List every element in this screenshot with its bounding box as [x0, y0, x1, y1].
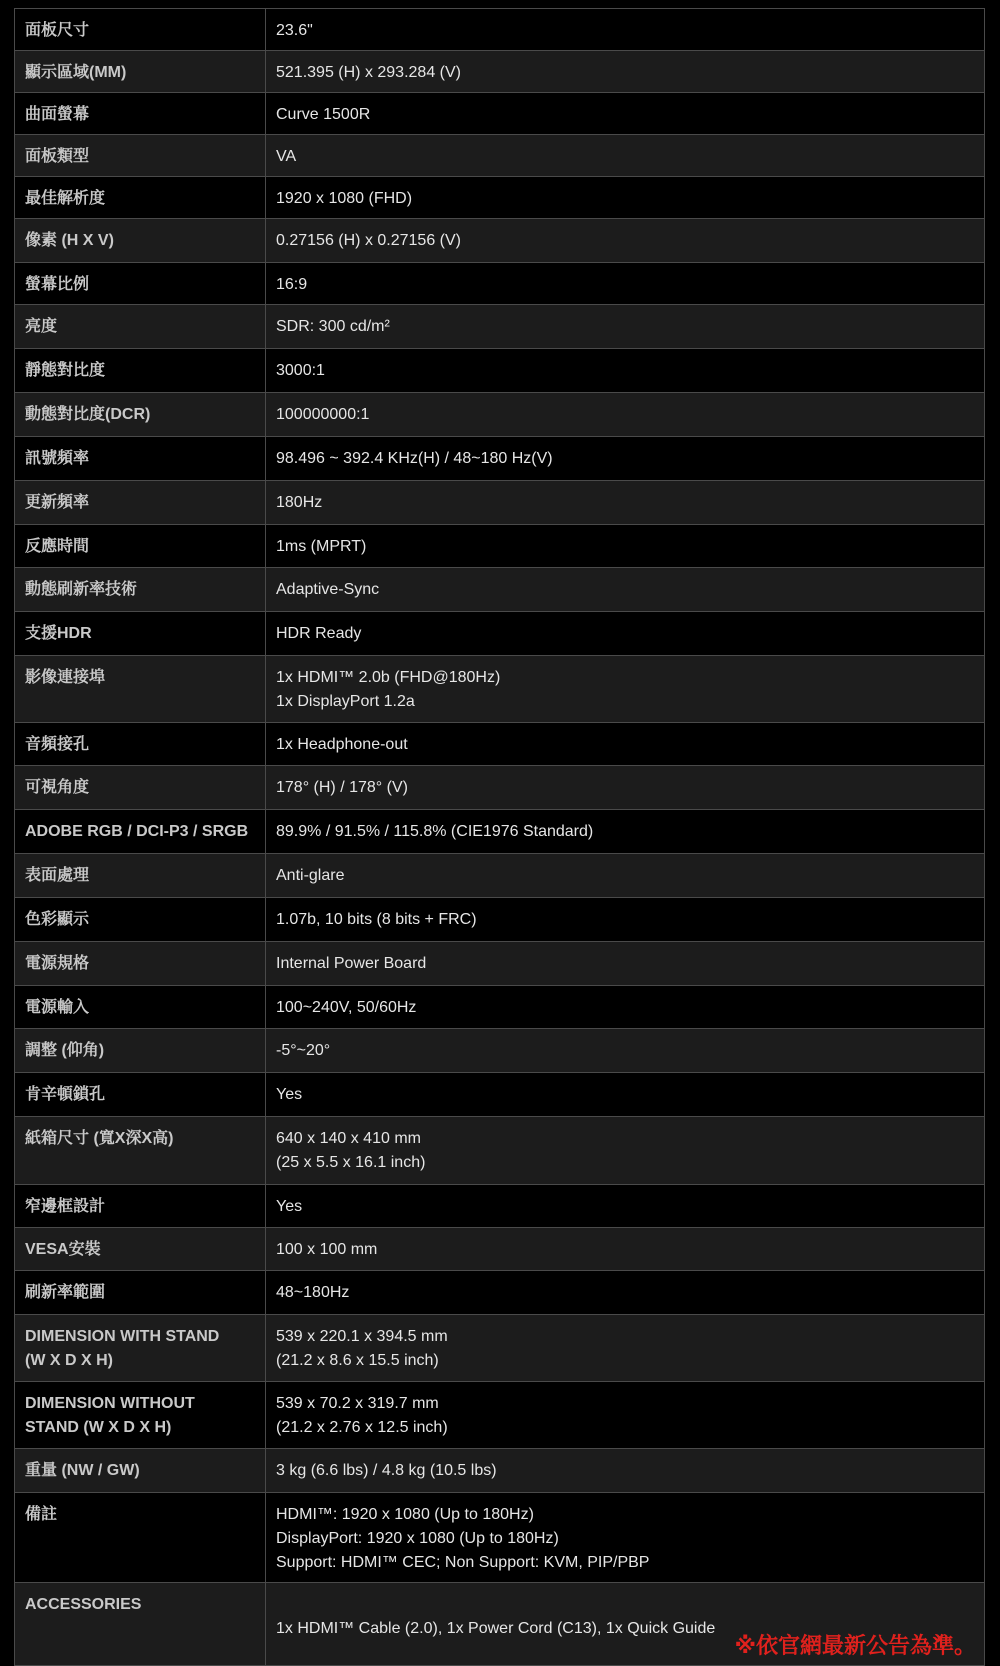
spec-row-kensington [15, 1073, 985, 1117]
spec-label: 色彩顯示 [15, 898, 266, 942]
spec-row-surface [15, 854, 985, 898]
spec-label: 電源規格 [15, 942, 266, 986]
spec-value: 89.9% / 91.5% / 115.8% (CIE1976 Standard) [266, 810, 985, 854]
spec-row-power-input [15, 986, 985, 1029]
spec-row-refresh-rate [15, 481, 985, 525]
spec-value: 1x HDMI™ 2.0b (FHD@180Hz) 1x DisplayPort 1.2a [266, 656, 985, 723]
spec-label: 窄邊框設計 [15, 1185, 266, 1228]
spec-row-curve [15, 93, 985, 135]
spec-label: 反應時間 [15, 525, 266, 568]
spec-row-colors [15, 898, 985, 942]
spec-row-remarks [15, 1493, 985, 1583]
spec-row-panel-size [15, 9, 985, 51]
spec-value: -5°~20° [266, 1029, 985, 1073]
spec-value: Curve 1500R [266, 93, 985, 135]
spec-row-tilt [15, 1029, 985, 1073]
spec-value: SDR: 300 cd/m² [266, 305, 985, 349]
spec-label: 螢幕比例 [15, 263, 266, 305]
spec-row-resolution [15, 177, 985, 219]
spec-value: Yes [266, 1185, 985, 1228]
spec-label: 靜態對比度 [15, 349, 266, 393]
spec-value: 100~240V, 50/60Hz [266, 986, 985, 1029]
spec-value: 1ms (MPRT) [266, 525, 985, 568]
spec-value: 48~180Hz [266, 1271, 985, 1315]
spec-value: 0.27156 (H) x 0.27156 (V) [266, 219, 985, 263]
spec-row-hdr [15, 612, 985, 656]
spec-label: 面板類型 [15, 135, 266, 177]
spec-value: 539 x 220.1 x 394.5 mm (21.2 x 8.6 x 15.5 inch) [266, 1315, 985, 1382]
spec-row-vesa [15, 1228, 985, 1271]
spec-row-aspect-ratio [15, 263, 985, 305]
spec-label: 亮度 [15, 305, 266, 349]
spec-value: 98.496 ~ 392.4 KHz(H) / 48~180 Hz(V) [266, 437, 985, 481]
spec-label: 更新頻率 [15, 481, 266, 525]
spec-label: 最佳解析度 [15, 177, 266, 219]
spec-label: VESA安裝 [15, 1228, 266, 1271]
spec-row-carton-size [15, 1117, 985, 1185]
spec-label: 刷新率範圍 [15, 1271, 266, 1315]
spec-value: Anti-glare [266, 854, 985, 898]
spec-label: 紙箱尺寸 (寬X深X高) [15, 1117, 266, 1185]
spec-row-dimension-without-stand [15, 1382, 985, 1449]
spec-row-adaptive-sync [15, 568, 985, 612]
spec-table-body [15, 9, 985, 1666]
spec-row-brightness [15, 305, 985, 349]
spec-label: 支援HDR [15, 612, 266, 656]
spec-row-viewing-angle [15, 766, 985, 810]
spec-value: 3000:1 [266, 349, 985, 393]
spec-value: VA [266, 135, 985, 177]
spec-row-response-time [15, 525, 985, 568]
spec-value: 640 x 140 x 410 mm (25 x 5.5 x 16.1 inch) [266, 1117, 985, 1185]
spec-label: 表面處理 [15, 854, 266, 898]
spec-label: DIMENSION WITHOUT STAND (W X D X H) [15, 1382, 266, 1449]
spec-row-signal-frequency [15, 437, 985, 481]
spec-label: 顯示區域(MM) [15, 51, 266, 93]
spec-value: 100000000:1 [266, 393, 985, 437]
spec-value: Yes [266, 1073, 985, 1117]
spec-value: 16:9 [266, 263, 985, 305]
spec-label: ADOBE RGB / DCI-P3 / SRGB [15, 810, 266, 854]
spec-value: 521.395 (H) x 293.284 (V) [266, 51, 985, 93]
spec-label: 可視角度 [15, 766, 266, 810]
spec-label: 重量 (NW / GW) [15, 1449, 266, 1493]
spec-value: 1x HDMI™ Cable (2.0), 1x Power Cord (C13), 1x Quick Guide [276, 1620, 716, 1637]
spec-row-narrow-bezel [15, 1185, 985, 1228]
spec-label: 曲面螢幕 [15, 93, 266, 135]
spec-label: 訊號頻率 [15, 437, 266, 481]
spec-label: 備註 [15, 1493, 266, 1583]
spec-row-refresh-range [15, 1271, 985, 1315]
spec-label: 動態對比度(DCR) [15, 393, 266, 437]
spec-value: 539 x 70.2 x 319.7 mm (21.2 x 2.76 x 12.5 inch) [266, 1382, 985, 1449]
spec-value-cell [266, 1583, 985, 1666]
spec-row-weight [15, 1449, 985, 1493]
spec-value: 1920 x 1080 (FHD) [266, 177, 985, 219]
spec-label: 面板尺寸 [15, 9, 266, 51]
spec-value: 100 x 100 mm [266, 1228, 985, 1271]
spec-label: DIMENSION WITH STAND (W X D X H) [15, 1315, 266, 1382]
spec-row-color-gamut [15, 810, 985, 854]
spec-label: 像素 (H X V) [15, 219, 266, 263]
spec-value: 180Hz [266, 481, 985, 525]
spec-row-power-type [15, 942, 985, 986]
spec-row-static-contrast [15, 349, 985, 393]
spec-value: 1x Headphone-out [266, 723, 985, 766]
spec-label: ACCESSORIES [15, 1583, 266, 1666]
spec-label: 調整 (仰角) [15, 1029, 266, 1073]
spec-value: 3 kg (6.6 lbs) / 4.8 kg (10.5 lbs) [266, 1449, 985, 1493]
spec-value: HDMI™: 1920 x 1080 (Up to 180Hz) DisplayPort: 1920 x 1080 (Up to 180Hz) Support: HDMI™ CEC; Non Support: KVM, PIP/PBP [266, 1493, 985, 1583]
spec-label: 影像連接埠 [15, 656, 266, 723]
spec-label: 肯辛頓鎖孔 [15, 1073, 266, 1117]
spec-label: 音頻接孔 [15, 723, 266, 766]
spec-value: 1.07b, 10 bits (8 bits + FRC) [266, 898, 985, 942]
spec-row-pixel-pitch [15, 219, 985, 263]
spec-value: 178° (H) / 178° (V) [266, 766, 985, 810]
spec-row-dimension-with-stand [15, 1315, 985, 1382]
spec-row-audio [15, 723, 985, 766]
spec-value: Internal Power Board [266, 942, 985, 986]
spec-value: Adaptive-Sync [266, 568, 985, 612]
spec-label: 動態刷新率技術 [15, 568, 266, 612]
spec-row-dynamic-contrast [15, 393, 985, 437]
spec-label: 電源輸入 [15, 986, 266, 1029]
spec-row-video-ports [15, 656, 985, 723]
spec-value: HDR Ready [266, 612, 985, 656]
spec-value: 23.6" [266, 9, 985, 51]
spec-row-accessories [15, 1583, 985, 1666]
spec-row-panel-type [15, 135, 985, 177]
spec-table [14, 8, 985, 1666]
spec-row-display-area [15, 51, 985, 93]
footnote: ※依官網最新公告為準。 [734, 1633, 976, 1658]
